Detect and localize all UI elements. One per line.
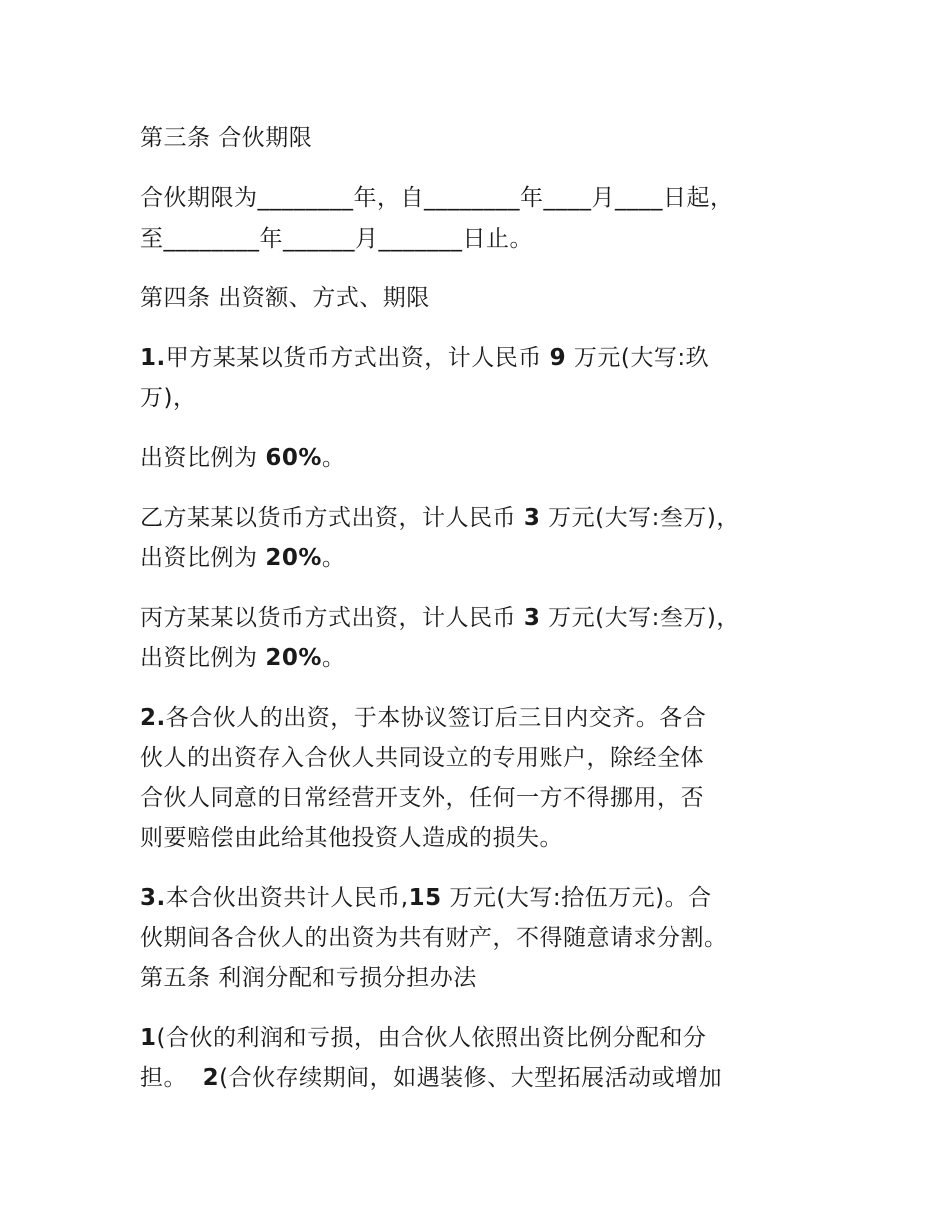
item-text: 万)， [140,385,197,411]
partner-a-ratio [140,443,345,473]
item-text: 万元(大写:叁万)， [540,605,740,631]
ratio-percent: 60% [265,445,322,471]
item-text: 各合伙人的出资，于本协议签订后三日内交齐。各合 [165,705,707,731]
item-text: 则要赔偿由此给其他投资人造成的损失。 [140,825,563,851]
ratio-end: 。 [321,445,346,471]
ratio-percent: 20% [265,645,322,671]
item-text: 合伙人同意的日常经营开支外，任何一方不得挪用，否 [140,785,704,811]
item-text: 万元(大写:叁万)， [540,505,740,531]
item-text: (合伙的利润和亏损，由合伙人依照出资比例分配和分 [156,1025,707,1051]
item-number: 1 [140,1025,157,1051]
item-3-line-1 [140,883,712,913]
item-text: 伙期间各合伙人的出资为共有财产，不得随意请求分割。 [140,925,728,951]
article-3-line-2 [140,224,533,254]
item-number: 2 [202,1065,220,1091]
amount-value: 9 [549,345,567,371]
ratio-label: 出资比例为 [140,445,266,471]
article-5-heading-text: 第五条 利润分配和亏损分担办法 [140,965,477,991]
partner-c-ratio [140,643,345,673]
item-text: 万元(大写:玖 [566,345,710,371]
item-text: 丙方某某以货币方式出资，计人民币 [140,605,524,631]
amount-value: 3 [523,605,541,631]
item-text: 万元(大写:拾伍万元)。合 [441,885,712,911]
partner-b-line-1 [140,503,740,533]
item-2-line-1 [140,703,706,733]
ratio-label: 出资比例为 [140,545,266,571]
item-number: 1. [140,345,166,371]
ratio-label: 出资比例为 [140,645,266,671]
ratio-end: 。 [321,645,346,671]
term-text: 合伙期限为________年，自________年____月____日起， [140,185,734,211]
article-5-heading [140,963,477,993]
art5-item-1-line-1 [140,1023,707,1053]
article-3-heading [140,123,312,153]
item-number: 3. [140,885,166,911]
item-text: 本合伙出资共计人民币, [165,885,409,911]
item-1-line-2 [140,383,196,413]
item-text: 甲方某某以货币方式出资，计人民币 [165,345,550,371]
item-3-line-2 [140,923,728,953]
partner-b-ratio [140,543,345,573]
item-2-line-2 [140,743,704,773]
item-1-line-1 [140,343,709,373]
amount-value: 3 [523,505,541,531]
ratio-end: 。 [321,545,346,571]
article-3-line-1 [140,183,734,213]
partner-c-line-1 [140,603,740,633]
ratio-percent: 20% [265,545,322,571]
art5-item-1-line-2 [140,1063,722,1093]
article-3-heading-text: 第三条 合伙期限 [140,125,313,151]
item-text: 伙人的出资存入合伙人共同设立的专用账户，除经全体 [140,745,704,771]
item-number: 2. [140,705,166,731]
item-text: (合伙存续期间，如遇装修、大型拓展活动或增加 [219,1065,723,1091]
item-text: 担。 [140,1065,203,1091]
item-text: 乙方某某以货币方式出资，计人民币 [140,505,524,531]
term-text: 至________年______月_______日止。 [140,226,533,252]
article-4-heading [140,283,430,313]
item-2-line-3 [140,783,704,813]
article-4-heading-text: 第四条 出资额、方式、期限 [140,285,430,311]
item-2-line-4 [140,823,563,853]
amount-value: 15 [408,885,442,911]
